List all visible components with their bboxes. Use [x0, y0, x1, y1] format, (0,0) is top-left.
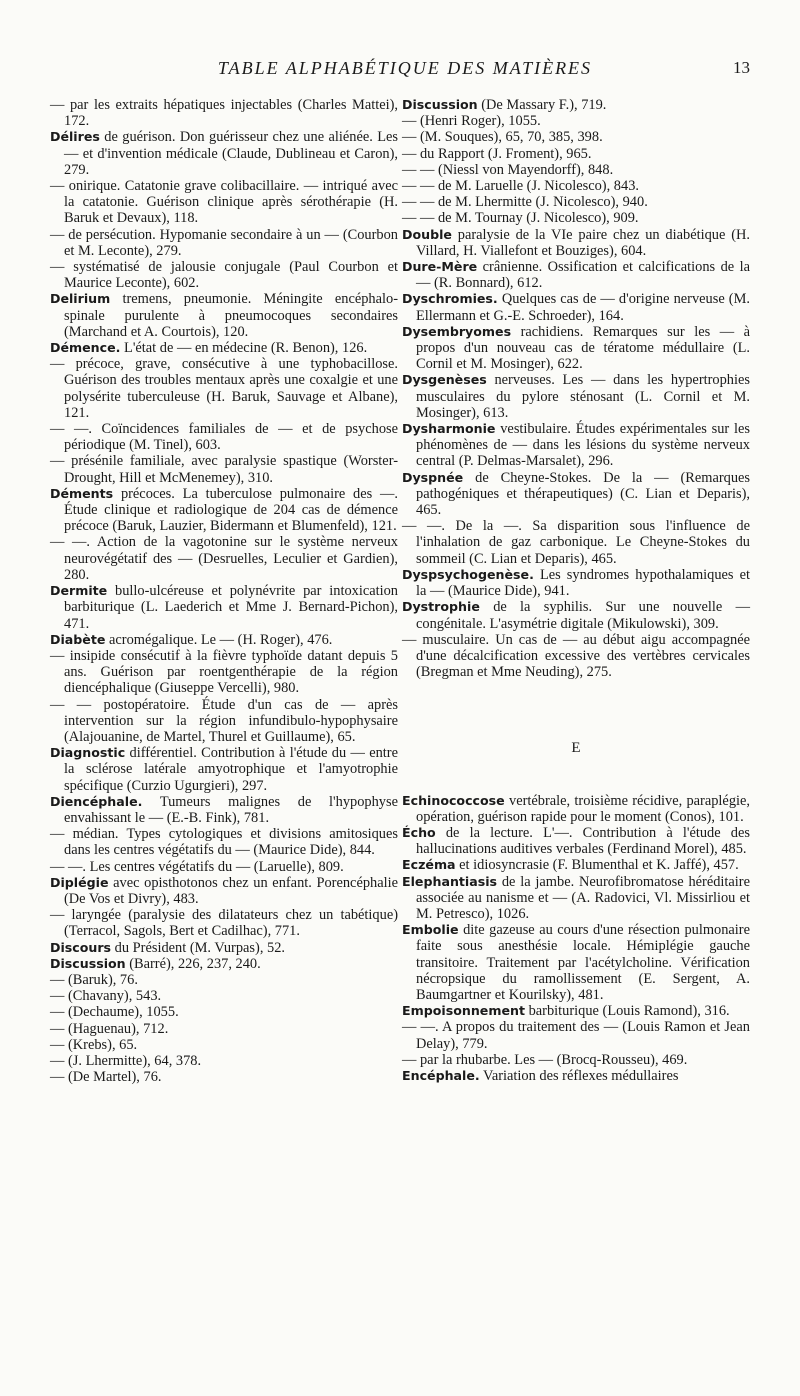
entry-text: de Cheyne-Stokes. De la — (Remarques pathogéniques et thérapeutiques) (C. Lian et Deparis), 465. — [416, 469, 750, 519]
entry-text: différentiel. Contribution à l'étude du — entre la sclérose latérale amyotrophique et l'amyotrophie spécifique (Curzio Ugurgieri), 297. — [64, 745, 398, 794]
entry-text: — —. Coïncidences familiales de — et de psychose périodique (M. Tinel), 603. — [50, 421, 398, 454]
entry-text: — —. Action de la vagotonine sur le système nerveux neurovégétatif des — (Desruelles, Leculier et Gardien), 280. — [50, 534, 398, 583]
entry-text: (De Massary F.), 719. — [481, 97, 607, 113]
index-entry — [50, 534, 398, 583]
entry-headword: Délires — [50, 129, 100, 145]
entry-headword: Eczéma — [402, 857, 456, 873]
index-entry — [402, 210, 750, 226]
index-entry — [402, 146, 750, 162]
index-entry — [402, 178, 750, 194]
index-entry — [402, 599, 750, 631]
page-title: TABLE ALPHABÉTIQUE DES MATIÈRES — [217, 58, 593, 78]
entry-text: tremens, pneumonie. Méningite encéphalo-spinale purulente à pneumocoques secondaires (Marchand et A. Courtois), 120. — [64, 291, 398, 340]
section-d-entries — [402, 97, 750, 680]
index-entry — [50, 859, 398, 875]
entry-text: — (Dechaume), 1055. — [50, 1004, 179, 1021]
index-entry — [50, 1053, 398, 1069]
index-entry — [402, 1019, 750, 1051]
index-entry — [50, 632, 398, 648]
index-entry — [50, 875, 398, 907]
index-entry — [402, 259, 750, 291]
entry-text: rachidiens. Remarques sur les — à propos d'un nouveau cas de tératome médullaire (L. Cornil et M. Mosinger), 622. — [416, 323, 750, 373]
entry-text: — — de M. Lhermitte (J. Nicolesco), 940. — [402, 194, 648, 211]
entry-headword: Discussion — [50, 955, 126, 971]
index-entry — [402, 291, 750, 323]
entry-text: — —. A propos du traitement des — (Louis Ramon et Jean Delay), 779. — [402, 1019, 750, 1052]
index-entry — [402, 1068, 750, 1084]
entry-text: — —. Les centres végétatifs du — (Laruelle), 809. — [50, 858, 344, 875]
entry-text: de la jambe. Neurofibromatose héréditaire associée au nanisme et — (A. Radovici, Vl. Missirliou et M. Petresco), 1026. — [416, 873, 750, 922]
entry-headword: Embolie — [402, 922, 459, 938]
entry-headword: Elephantiasis — [402, 873, 498, 889]
entry-headword: Diplégie — [50, 874, 109, 890]
entry-text: — (Krebs), 65. — [50, 1036, 138, 1053]
index-entry — [402, 857, 750, 873]
entry-text: — onirique. Catatonie grave colibacillaire. — intriqué avec la catatonie. Guérison clinique après sérothérapie (H. Baruk et Devaux), 118. — [50, 178, 398, 227]
entry-text: de guérison. Don guérisseur chez une aliénée. Les — et d'invention médicale (Claude, Dublineau et Caron), 279. — [64, 129, 398, 178]
entry-text: acromégalique. Le — (H. Roger), 476. — [109, 631, 333, 648]
index-entry — [50, 178, 398, 227]
entry-text: — systématisé de jalousie conjugale (Paul Courbon et Maurice Leconte), 602. — [50, 259, 398, 292]
index-entry — [50, 227, 398, 259]
entry-text: — médian. Types cytologiques et divisions amitosiques dans les centres végétatifs du — (Maurice Dide), 844. — [50, 826, 398, 859]
index-entry — [50, 907, 398, 939]
entry-text: avec opisthotonos chez un enfant. Porencéphalie (De Vos et Divry), 483. — [64, 874, 398, 907]
entry-text: — (Henri Roger), 1055. — [402, 113, 541, 130]
index-entry — [50, 291, 398, 340]
index-entry — [50, 972, 398, 988]
index-entry — [50, 956, 398, 972]
entry-headword: Dysgenèses — [402, 372, 487, 388]
section-letter: E — [571, 740, 581, 757]
entry-text: — — de M. Tournay (J. Nicolesco), 909. — [402, 210, 639, 227]
index-entry — [402, 874, 750, 923]
index-entry — [50, 1069, 398, 1085]
entry-headword: Discussion — [402, 97, 478, 112]
entry-text: vestibulaire. Études expérimentales sur les phénomènes de — dans les lésions du système nerveux central (P. Delmas-Marsalet), 296. — [416, 421, 750, 470]
entry-headword: Dysembryomes — [402, 323, 512, 339]
entry-headword: Echinococcose — [402, 792, 505, 808]
index-entry — [402, 113, 750, 129]
entry-text: Quelques cas de — d'origine nerveuse (M. Ellermann et G.-E. Schroeder), 164. — [416, 291, 750, 324]
index-entry — [50, 97, 398, 129]
entry-text: — (Haguenau), 712. — [50, 1020, 169, 1037]
entry-text: Tumeurs malignes de l'hypophyse envahissant le — (E.-B. Fink), 781. — [64, 793, 398, 826]
entry-text: — présénile familiale, avec paralysie spastique (Worster-Drought, Hill et McMenemey), 310. — [50, 453, 398, 486]
entry-text: — par les extraits hépatiques injectables (Charles Mattei), 172. — [50, 97, 398, 130]
entry-text: Les syndromes hypothalamiques et la — (Maurice Dide), 941. — [416, 566, 750, 600]
entry-headword: Déments — [50, 485, 114, 501]
index-entry — [50, 356, 398, 421]
entry-text: — musculaire. Un cas de — au début aigu accompagnée d'une décalcification excessive des vertèbres cervicales (Bregman et Mme Neuding), 275. — [402, 631, 750, 681]
index-entry — [402, 1052, 750, 1068]
entry-text: Variation des réflexes médullaires — [483, 1067, 679, 1084]
entry-headword: Écho — [402, 824, 436, 840]
index-entry — [50, 648, 398, 697]
entry-text: bullo-ulcéreuse et polynévrite par intoxication barbiturique (L. Laederich et Mme J. Bernard-Pichon), 471. — [64, 583, 398, 632]
entry-text: — (J. Lhermitte), 64, 378. — [50, 1052, 202, 1069]
index-entry — [50, 486, 398, 535]
entry-text: — —. De la —. Sa disparition sous l'influence de l'inhalation de gaz carbonique. Le Cheyne-Stokes du sommeil (C. Lian et Deparis), 465. — [402, 518, 750, 567]
index-entry — [402, 793, 750, 825]
index-entry — [402, 518, 750, 567]
entry-text: — — postopératoire. Étude d'un cas de — après intervention sur la région infundibulo-hypophysaire (Alajouanine, de Martel, Thurel et Guillaume), 65. — [50, 696, 398, 745]
entry-text: — précoce, grave, consécutive à une typhobacillose. Guérison des troubles mentaux après une coxalgie et une polysérite tuberculeuse (H. Baruk, Sauvage et Albane), 121. — [50, 356, 398, 421]
index-entry — [402, 421, 750, 470]
index-entry — [50, 259, 398, 291]
index-entry — [402, 567, 750, 599]
entry-text: dite gazeuse au cours d'une résection pulmonaire faite sous anesthésie locale. Hémiplégie gauche transitoire. Traitement par l'acétylcholine. Vérification nécropsique du ramollissement (E. Sergent, A. Baumgartner et Kourilsky), 481. — [416, 922, 750, 1003]
entry-text: vertébrale, troisième récidive, paraplégie, opération, guérison rapide pour le moment (Conos), 101. — [416, 792, 750, 825]
entry-text: précoces. La tuberculose pulmonaire des —. Étude clinique et radiologique de 204 cas de démence précoce (Baruk, Lauzier, Bidermann et Blumenfeld), 121. — [64, 485, 398, 535]
entry-headword: Dyschromies. — [402, 291, 498, 307]
entry-text: — — (Niessl von Mayendorff), 848. — [402, 161, 614, 178]
entry-text: crânienne. Ossification et calcifications de la — (R. Bonnard), 612. — [416, 259, 750, 292]
index-entry — [50, 697, 398, 746]
index-entry — [50, 583, 398, 632]
entry-headword: Dyspsychogenèse. — [402, 566, 534, 582]
entry-headword: Diencéphale. — [50, 793, 143, 809]
index-entry — [402, 470, 750, 519]
entry-text: L'état de — en médecine (R. Benon), 126. — [124, 340, 368, 357]
entry-text: du Président (M. Vurpas), 52. — [114, 939, 286, 956]
entry-headword: Dyspnée — [402, 469, 464, 485]
entry-text: — — de M. Laruelle (J. Nicolesco), 843. — [402, 178, 639, 195]
page-number: 13 — [733, 58, 750, 77]
index-entry — [50, 453, 398, 485]
index-entry — [50, 1021, 398, 1037]
index-entry — [402, 632, 750, 681]
entry-text: — par la rhubarbe. Les — (Brocq-Rousseu), 469. — [402, 1051, 688, 1068]
entry-headword: Diabète — [50, 631, 106, 647]
index-entry — [402, 825, 750, 857]
entry-headword: Empoisonnement — [402, 1003, 525, 1019]
index-entry — [50, 988, 398, 1004]
page-header — [60, 58, 750, 82]
index-entry — [402, 227, 750, 259]
entry-headword: Dysharmonie — [402, 421, 496, 437]
entry-headword: Dure-Mère — [402, 259, 478, 275]
entry-text: — insipide consécutif à la fièvre typhoïde datant depuis 5 ans. Guérison par roentgenthérapie de la région diencéphalique (Giuseppe Vercelli), 980. — [50, 647, 398, 697]
entry-headword: Diagnostic — [50, 745, 126, 761]
index-entry — [50, 340, 398, 356]
right-column — [402, 97, 750, 1084]
index-entry — [50, 940, 398, 956]
entry-headword: Dermite — [50, 583, 108, 599]
index-entry — [50, 129, 398, 178]
index-entry — [402, 97, 750, 113]
entry-text: — (De Martel), 76. — [50, 1069, 162, 1086]
entry-text: paralysie de la VIe paire chez un diabétique (H. Villard, H. Viallefont et Bouziges), 604. — [416, 226, 750, 259]
index-entry — [402, 372, 750, 421]
index-entry — [402, 129, 750, 145]
index-entry — [402, 324, 750, 373]
section-e-entries — [402, 793, 750, 1085]
entry-text: (Barré), 226, 237, 240. — [129, 955, 261, 972]
entry-text: — (Baruk), 76. — [50, 971, 138, 988]
entry-headword: Double — [402, 226, 452, 242]
entry-headword: Démence. — [50, 340, 121, 356]
entry-headword: Encéphale. — [402, 1067, 480, 1083]
entry-text: de la lecture. L'—. Contribution à l'étude des hallucinations auditives verbales (Ferdinand Morel), 485. — [416, 824, 750, 858]
entry-text: — du Rapport (J. Froment), 965. — [402, 145, 592, 162]
entry-text: — (M. Souques), 65, 70, 385, 398. — [402, 129, 603, 146]
entry-text: barbiturique (Louis Ramond), 316. — [528, 1003, 730, 1020]
index-entry — [50, 826, 398, 858]
index-entry — [402, 194, 750, 210]
entry-headword: Delirium — [50, 291, 111, 307]
index-entry — [50, 1004, 398, 1020]
index-entry — [402, 922, 750, 1003]
entry-headword: Dystrophie — [402, 599, 480, 615]
index-entry — [402, 162, 750, 178]
entry-text: — laryngée (paralysie des dilatateurs chez un tabétique) (Terracol, Sagols, Bert et Cadilhac), 771. — [50, 907, 398, 940]
entry-headword: Discours — [50, 939, 112, 955]
entry-text: et idiosyncrasie (F. Blumenthal et K. Jaffé), 457. — [459, 857, 739, 874]
index-entry — [50, 1037, 398, 1053]
entry-text: — (Chavany), 543. — [50, 988, 162, 1005]
index-entry — [50, 794, 398, 826]
index-entry — [50, 421, 398, 453]
index-entry — [402, 1003, 750, 1019]
index-entry — [50, 745, 398, 794]
entry-text: nerveuses. Les — dans les hypertrophies musculaires du pylore sténosant (L. Cornil et M. Mosinger), 613. — [416, 372, 750, 421]
entry-text: de la syphilis. Sur une nouvelle — congénitale. L'asymétrie digitale (Mikulowski), 309. — [416, 599, 750, 632]
entry-text: — de persécution. Hypomanie secondaire à un — (Courbon et M. Leconte), 279. — [50, 226, 398, 259]
left-column — [50, 97, 398, 1085]
